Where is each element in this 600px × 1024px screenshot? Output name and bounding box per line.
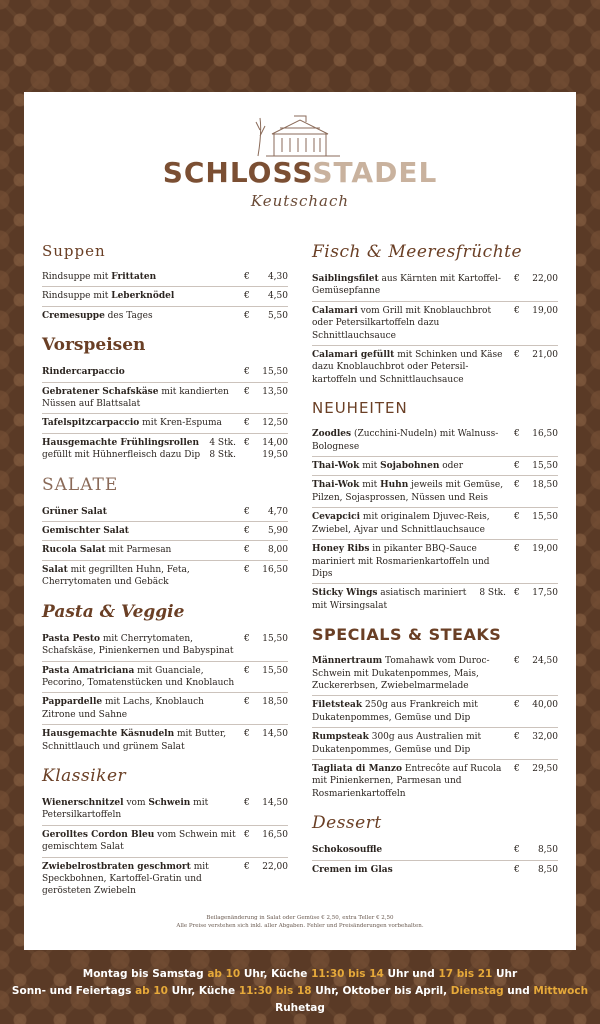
menu-item: Gemischter Salat € 5,90 (42, 522, 288, 541)
left-column (42, 242, 288, 911)
menu-item: Salat mit gegrillten Huhn, Feta, Cherrytomaten und Gebäck € 16,50 (42, 564, 288, 588)
menu-card (24, 92, 576, 950)
menu-item: Pasta Amatriciana mit Guanciale, Pecorino, Tomatenstücken und Knoblauch € 15,50 (42, 662, 288, 694)
menu-item: Cremen im Glas € 8,50 (312, 864, 558, 875)
section-dessert (312, 813, 558, 879)
menu-item: Filetsteak 250g aus Frankreich mit Dukatenpommes, Gemüse und Dip € 40,00 (312, 696, 558, 728)
section-title: Pasta & Veggie (42, 601, 185, 622)
brand-name (24, 156, 576, 189)
menu-item: Cevapcici mit originalem Djuvec-Reis, Zwiebel, Ajvar und Schnittlauchsauce € 15,50 (312, 508, 558, 540)
menu-item: Rumpsteak 300g aus Australien mit Dukatenpommes, Gemüse und Dip € 32,00 (312, 728, 558, 760)
brand-part2: STADEL (312, 156, 438, 189)
right-column (312, 242, 558, 889)
menu-item: Pappardelle mit Lachs, Knoblauch Zitrone und Sahne € 18,50 (42, 693, 288, 725)
section-suppen (42, 242, 288, 325)
section-title: Klassiker (42, 765, 127, 786)
opening-hours (0, 966, 600, 1017)
footnote (24, 914, 576, 930)
menu-item: Hausgemachte Käsnudeln mit Butter, Schnittlauch und grünem Salat € 14,50 (42, 729, 288, 752)
section-klassiker (42, 766, 288, 901)
menu-item: Zwiebelrostbraten geschmort mit Speckbohnen, Kartoffel-Gratin und gerösteten Zwiebeln € 22,00 (42, 861, 288, 897)
section-title: NEUHEITEN (312, 399, 408, 418)
section-title: Suppen (42, 242, 106, 260)
menu-item: Tagliata di Manzo Entrecôte auf Rucola mit Pinienkernen, Parmesan und Rosmarienkartoffeln € 29,50 (312, 763, 558, 799)
menu-item: Pasta Pesto mit Cherrytomaten, Schafskäse, Pinienkernen und Babyspinat € 15,50 (42, 630, 288, 662)
section-pasta (42, 602, 288, 756)
menu-item: Grüner Salat € 4,70 (42, 503, 288, 522)
opening-hours-line1: Montag bis Samstag ab 10 Uhr, Küche 11:30 bis 14 Uhr und 17 bis 21 Uhr (82, 968, 518, 980)
menu-item: Saiblingsfilet aus Kärnten mit Kartoffel-Gemüsepfanne € 22,00 (312, 270, 558, 302)
section-fisch (312, 242, 558, 389)
menu-item: Zoodles (Zucchini-Nudeln) mit Walnuss-Bolognese € 16,50 (312, 425, 558, 457)
section-title: Dessert (312, 813, 382, 834)
opening-hours-line2: Sonn- und Feiertags ab 10 Uhr, Küche 11:30 bis 18 Uhr, Oktober bis April, Dienstag und Mittwoch Ruhetag (11, 985, 589, 1014)
menu-item: Sticky Wings asiatisch mariniert mit Wirsingsalat 8 Stk. € 17,50 (312, 588, 558, 611)
brand-part1: SCHLOSS (162, 156, 313, 189)
section-neuheiten (312, 399, 558, 615)
menu-item: Rindsuppe mit Frittaten € 4,30 (42, 268, 288, 287)
menu-item: Thai-Wok mit Sojabohnen oder € 15,50 (312, 457, 558, 476)
menu-item: Schokosouffle € 8,50 (312, 841, 558, 860)
section-title: SPECIALS & STEAKS (312, 625, 502, 645)
menu-item: Rindsuppe mit Leberknödel € 4,50 (42, 287, 288, 306)
logo (24, 92, 576, 222)
section-title: SALATE (42, 474, 119, 495)
menu-item: Rindercarpaccio € 15,50 (42, 363, 288, 382)
menu-item: Wienerschnitzel vom Schwein mit Petersilkartoffeln € 14,50 (42, 794, 288, 826)
menu-item: Gebratener Schafskäse mit kandierten Nüssen auf Blattsalat € 13,50 (42, 383, 288, 415)
footnote-line1: Beilagenänderung in Salat oder Gemüse € 2,50, extra Teller € 2,50 (206, 915, 394, 921)
section-title: Vorspeisen (42, 335, 146, 356)
building-logo-icon (254, 112, 346, 158)
footnote-line2: Alle Preise verstehen sich inkl. aller Abgaben. Fehler und Preisänderungen vorbehalten. (176, 923, 424, 929)
section-specials (312, 625, 558, 803)
section-vorspeisen (42, 335, 288, 464)
section-title: Fisch & Meeresfrüchte (312, 242, 523, 262)
menu-item: Tafelspitzcarpaccio mit Kren-Espuma € 12,50 (42, 414, 288, 433)
menu-item: Männertraum Tomahawk vom Duroc-Schwein mit Dukatenpommes, Mais, Zuckererbsen, Zwiebelmarmelade € 24,50 (312, 652, 558, 696)
menu-item: Cremesuppe des Tages € 5,50 (42, 310, 288, 321)
menu-item: Calamari gefüllt mit Schinken und Käse dazu Knoblauchbrot oder Petersil-kartoffeln und Schnittlauchsauce € 21,00 (312, 350, 558, 385)
brand-location: Keutschach (250, 192, 350, 210)
section-salate (42, 475, 288, 592)
menu-item: Calamari vom Grill mit Knoblauchbrot oder Petersilkartoffeln dazu Schnittlauchsauce € 19,00 (312, 302, 558, 346)
menu-item: Honey Ribs in pikanter BBQ-Sauce mariniert mit Rosmarienkartoffeln und Dips € 19,00 (312, 540, 558, 584)
menu-item: Gerolltes Cordon Bleu vom Schwein mit gemischtem Salat € 16,50 (42, 826, 288, 858)
menu-item: Hausgemachte Frühlingsrollen gefüllt mit Hühnerfleisch dazu Dip 4 Stk. 8 Stk. € 14,00 19,50 (42, 437, 288, 461)
menu-item: Rucola Salat mit Parmesan € 8,00 (42, 541, 288, 560)
menu-item: Thai-Wok mit Huhn jeweils mit Gemüse, Pilzen, Sojasprossen, Nüssen und Reis € 18,50 (312, 476, 558, 508)
